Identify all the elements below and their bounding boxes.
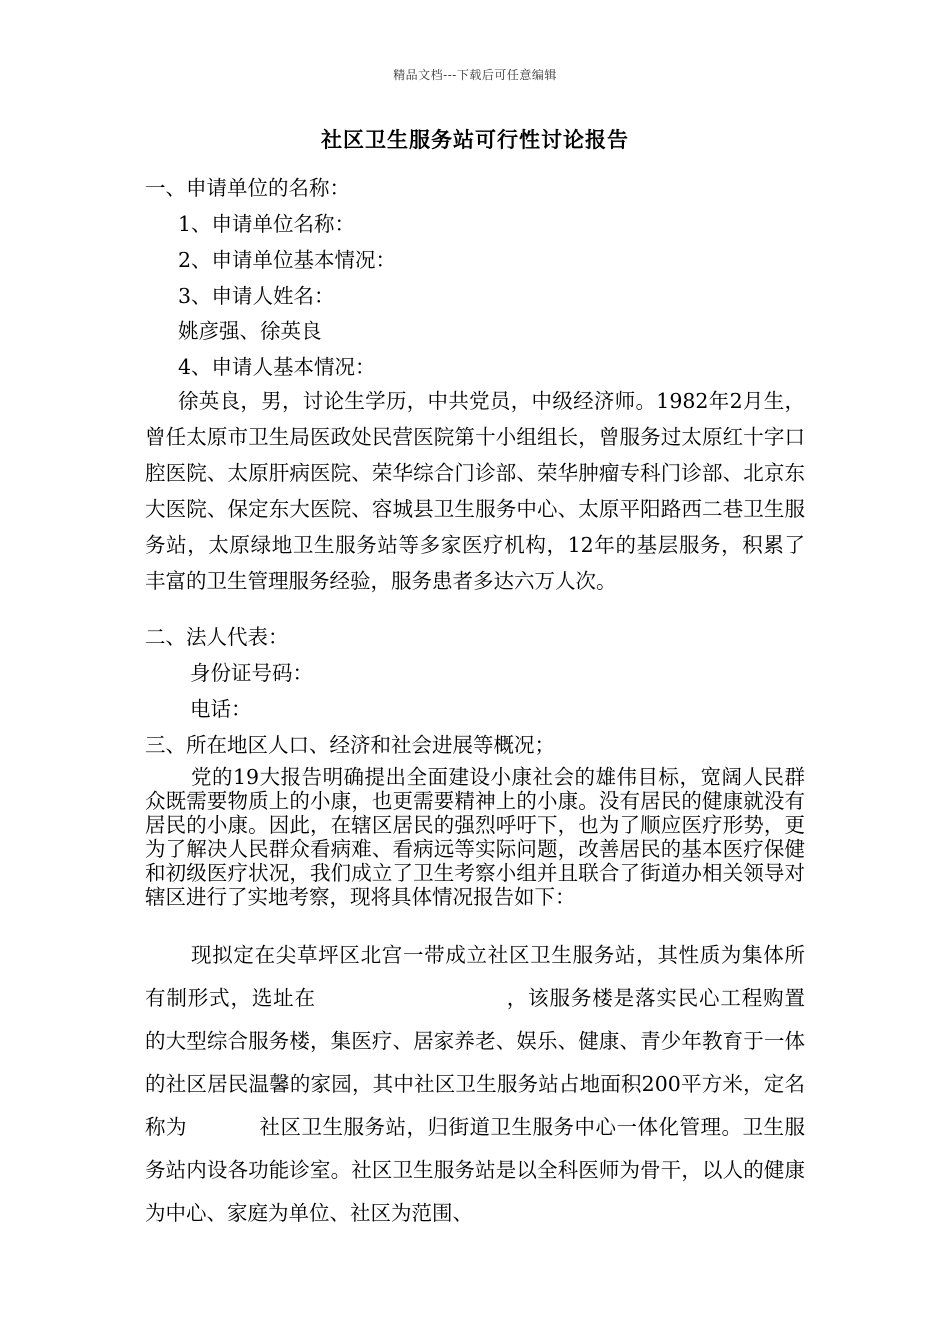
phone-label: 电话： xyxy=(190,697,252,721)
section2-heading: 二、法人代表： xyxy=(145,625,289,649)
applicant-bio-paragraph: 徐英良，男，讨论生学历，中共党员，中级经济师。1982年2月生，曾任太原市卫生局医政处民营医院第十小组组长，曾服务过太原红十字口腔医院、太原肝病医院、荣华综合门诊部、荣华肿瘤专科门诊部、北京东大医院、保定东大医院、容城县卫生服务中心、太原平阳路西二巷卫生服务站，太原绿地卫生服务站等多家医疗机构，12年的基层服务，积累了丰富的卫生管理服务经验，服务患者多达六万人次。 xyxy=(145,389,805,593)
item-applicant-unit-basics: 2、申请单位基本情况： xyxy=(178,248,397,272)
section3-paragraph-2 xyxy=(145,934,805,1235)
section1-heading: 一、申请单位的名称： xyxy=(145,176,350,200)
para2-part-a: 现拟定在尖草坪区北宫一带成立社区卫生服务站，其性质为集体所有制形式，选址在 xyxy=(145,943,805,1010)
id-number-label: 身份证号码： xyxy=(190,661,313,685)
para2-part-b: ，该服务楼是落实民心工程购置的大型综合服务楼，集医疗、居家养老、娱乐、健康、青少年教育于一体的社区居民温馨的家园，其中社区卫生服务站占地面积200平方米，定名称为 xyxy=(145,986,806,1139)
section3-paragraph-1: 党的19大报告明确提出全面建设小康社会的雄伟目标，宽阔人民群众既需要物质上的小康，也更需要精神上的小康。没有居民的健康就没有居民的小康。因此，在辖区居民的强烈呼吁下，也为了顺应医疗形势，更为了解决人民群众看病难、看病远等实际问题，改善居民的基本医疗保健和初级医疗状况，我们成立了卫生考察小组并且联合了街道办相关领导对辖区进行了实地考察，现将具体情况报告如下： xyxy=(145,765,805,909)
item-applicant-unit-name: 1、申请单位名称： xyxy=(178,212,356,236)
item-applicant-basics: 4、申请人基本情况： xyxy=(178,355,376,379)
item-applicant-name: 3、申请人姓名： xyxy=(178,284,335,308)
para2-part-c: 社区卫生服务站，归街道卫生服务中心一体化管理。卫生服务站内设各功能诊室。社区卫生服务站是以全科医师为骨干，以人的健康为中心、家庭为单位、社区为范围、 xyxy=(145,1115,805,1225)
applicant-names: 姚彦强、徐英良 xyxy=(178,319,322,343)
page-header: 精品文档---下载后可任意编辑 xyxy=(393,68,557,82)
section3-heading: 三、所在地区人口、经济和社会进展等概况； xyxy=(145,733,555,757)
document-title: 社区卫生服务站可行性讨论报告 xyxy=(321,127,629,152)
